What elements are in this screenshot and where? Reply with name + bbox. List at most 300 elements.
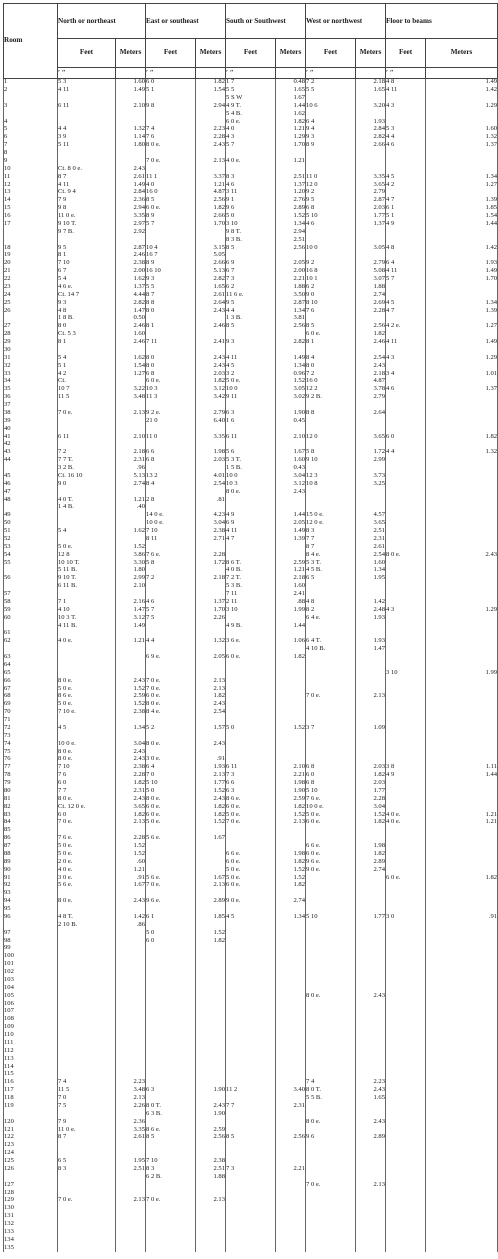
north-meters: [116, 512, 146, 520]
floor-feet: [386, 1189, 426, 1197]
east-feet: 8 0: [146, 362, 196, 370]
east-meters: 2.26: [196, 614, 226, 622]
north-meters: 1.42: [116, 913, 146, 921]
floor-meters: 1.70: [426, 275, 498, 283]
floor-to-beams-header: Floor to beams: [386, 4, 498, 39]
table-row: [4, 913, 498, 921]
room-number: 45: [4, 472, 58, 480]
floor-meters: [426, 882, 498, 890]
west-meters: 2.79: [356, 260, 386, 268]
south-meters: [276, 346, 306, 354]
floor-meters: [426, 480, 498, 488]
floor-feet: 4 9: [386, 220, 426, 228]
north-feet: 6 11 B.: [58, 583, 116, 591]
west-meters: 3.78: [356, 386, 386, 394]
south-meters: [276, 740, 306, 748]
east-meters: 2.71: [196, 535, 226, 543]
table-row: [4, 354, 498, 362]
west-feet: 6 2: [306, 283, 356, 291]
floor-meters: 1.39: [426, 197, 498, 205]
east-meters: [196, 165, 226, 173]
west-meters: 2.13: [356, 1181, 386, 1189]
south-feet: [226, 677, 276, 685]
floor-feet: 4 3: [386, 102, 426, 110]
east-meters: 5.05: [196, 252, 226, 260]
room-number: 131: [4, 1213, 58, 1221]
table-row: [4, 1039, 498, 1047]
north-meters: 2.38: [116, 709, 146, 717]
floor-feet: 4 2 e.: [386, 323, 426, 331]
room-number: 121: [4, 1126, 58, 1134]
east-meters: 2.18: [196, 575, 226, 583]
east-meters: [196, 669, 226, 677]
floor-meters: [426, 803, 498, 811]
floor-feet: [386, 724, 426, 732]
south-meters: [276, 1189, 306, 1197]
north-meters: 1.32: [116, 126, 146, 134]
west-meters: [356, 984, 386, 992]
north-meters: 2.38: [116, 260, 146, 268]
west-feet: 9 6: [306, 1134, 356, 1142]
floor-meters: 1.34: [426, 299, 498, 307]
table-row: [4, 567, 498, 575]
floor-meters: [426, 842, 498, 850]
west-meters: [356, 583, 386, 591]
west-meters: [356, 1031, 386, 1039]
room-number: [4, 228, 58, 236]
east-feet: [146, 228, 196, 236]
north-feet: 9 8: [58, 205, 116, 213]
south-feet: 6 2: [226, 283, 276, 291]
south-meters: 3.02: [276, 394, 306, 402]
east-feet: [146, 583, 196, 591]
west-feet: 7 6: [306, 307, 356, 315]
south-feet: 6 0 e.: [226, 803, 276, 811]
east-meters: [196, 1063, 226, 1071]
north-feet: [58, 1173, 116, 1181]
room-number: 27: [4, 323, 58, 331]
west-feet: 4 10 B.: [306, 646, 356, 654]
west-meters: 1.77: [356, 787, 386, 795]
west-feet: 12 0: [306, 181, 356, 189]
floor-meters: [426, 638, 498, 646]
room-number: 97: [4, 929, 58, 937]
north-meters: 1.54: [116, 362, 146, 370]
floor-feet: [386, 394, 426, 402]
south-feet: 4 5: [226, 913, 276, 921]
room-number: 59: [4, 606, 58, 614]
west-feet: 5 10: [306, 787, 356, 795]
east-feet: 6 0: [146, 79, 196, 87]
south-meters: 1.52: [276, 724, 306, 732]
floor-meters: [426, 661, 498, 669]
north-feet: 1 4 B.: [58, 504, 116, 512]
east-feet: 8 0: [146, 307, 196, 315]
floor-meters: [426, 1142, 498, 1150]
table-row: [4, 449, 498, 457]
room-number: 64: [4, 661, 58, 669]
north-meters: [116, 961, 146, 969]
unit-marks: ′ ″: [386, 68, 426, 79]
room-number: 127: [4, 1181, 58, 1189]
west-feet: 5 0 e.: [306, 811, 356, 819]
floor-meters: [426, 394, 498, 402]
table-row: [4, 331, 498, 339]
north-feet: [58, 1205, 116, 1213]
east-feet: 8 9: [146, 260, 196, 268]
room-number: 38: [4, 409, 58, 417]
east-feet: [146, 1071, 196, 1079]
east-meters: 2.51: [196, 1165, 226, 1173]
west-feet: [306, 1008, 356, 1016]
room-number: 114: [4, 1063, 58, 1071]
south-feet: 6 9: [226, 260, 276, 268]
south-meters: 2.87: [276, 299, 306, 307]
west-feet: 5 10: [306, 913, 356, 921]
south-feet: [226, 693, 276, 701]
table-body: [4, 79, 498, 1252]
floor-meters: [426, 921, 498, 929]
north-meters: [116, 953, 146, 961]
table-row: [4, 378, 498, 386]
west-feet: 4 6: [306, 220, 356, 228]
west-feet: 4 5 B.: [306, 567, 356, 575]
south-meters: 3.12: [276, 480, 306, 488]
east-meters: 2.61: [196, 291, 226, 299]
floor-feet: 4 2: [386, 181, 426, 189]
west-meters: 1.72: [356, 449, 386, 457]
south-feet: [226, 1008, 276, 1016]
south-feet: 9 0 e.: [226, 898, 276, 906]
south-meters: 1.34: [276, 220, 306, 228]
table-row: [4, 1165, 498, 1173]
south-feet: 4 9 T.: [226, 102, 276, 110]
south-meters: 1.44: [276, 622, 306, 630]
west-meters: 1.98: [356, 842, 386, 850]
north-feet: 1 8 B.: [58, 315, 116, 323]
floor-feet: [386, 1134, 426, 1142]
east-feet: 8 0: [146, 354, 196, 362]
floor-feet: [386, 740, 426, 748]
north-feet: 5 0 e.: [58, 701, 116, 709]
east-meters: [196, 583, 226, 591]
west-feet: 9 0: [306, 291, 356, 299]
floor-feet: [386, 401, 426, 409]
west-meters: [356, 236, 386, 244]
north-feet: 7 7: [58, 787, 116, 795]
room-number: 125: [4, 1157, 58, 1165]
room-number: 22: [4, 275, 58, 283]
north-feet: 6 11: [58, 102, 116, 110]
floor-meters: 1.29: [426, 354, 498, 362]
south-meters: [276, 968, 306, 976]
west-feet: [306, 1220, 356, 1228]
south-meters: 2.05: [276, 520, 306, 528]
north-meters: 2.10: [116, 102, 146, 110]
south-feet: 9 5: [226, 299, 276, 307]
table-row: [4, 614, 498, 622]
room-number: [4, 1110, 58, 1118]
east-meters: 1.52: [196, 787, 226, 795]
west-feet: [306, 1031, 356, 1039]
room-number: 37: [4, 401, 58, 409]
north-meters: .96: [116, 464, 146, 472]
south-meters: 2.51: [276, 173, 306, 181]
west-meters: 2.23: [356, 1079, 386, 1087]
table-row: [4, 299, 498, 307]
west-meters: [356, 1150, 386, 1158]
south-feet: [226, 685, 276, 693]
south-meters: 1.90: [276, 409, 306, 417]
east-meters: 1.82: [196, 378, 226, 386]
east-meters: [196, 1118, 226, 1126]
west-meters: [356, 961, 386, 969]
east-meters: 2.13: [196, 772, 226, 780]
west-feet: 8 2: [306, 606, 356, 614]
room-number: [4, 1173, 58, 1181]
floor-meters: [426, 1031, 498, 1039]
south-meters: [276, 835, 306, 843]
west-feet: [306, 890, 356, 898]
east-feet: [146, 488, 196, 496]
north-feet: [58, 937, 116, 945]
floor-meters: [426, 1197, 498, 1205]
north-feet: Ct. 8 0 e.: [58, 165, 116, 173]
floor-feet: [386, 1031, 426, 1039]
south-meters: [276, 1008, 306, 1016]
room-dimensions-table: [3, 3, 498, 1252]
south-feet: 6 11: [226, 764, 276, 772]
west-feet: 10 6: [306, 102, 356, 110]
floor-feet: [386, 1142, 426, 1150]
west-meters: 1.47: [356, 646, 386, 654]
south-meters: 1.39: [276, 535, 306, 543]
floor-meters: [426, 787, 498, 795]
south-feet: 8 6 e.: [226, 795, 276, 803]
west-meters: 2.03: [356, 779, 386, 787]
east-meters: [196, 1024, 226, 1032]
room-number: [4, 567, 58, 575]
east-feet: 8 1: [146, 323, 196, 331]
north-meters: .91: [116, 874, 146, 882]
floor-meters: [426, 1016, 498, 1024]
west-meters: 2.87: [356, 197, 386, 205]
east-meters: 1.82: [196, 803, 226, 811]
room-number: 12: [4, 181, 58, 189]
east-meters: 1.57: [196, 724, 226, 732]
room-number: 48: [4, 496, 58, 504]
west-meters: 4.87: [356, 378, 386, 386]
floor-feet: [386, 677, 426, 685]
room-number: 36: [4, 394, 58, 402]
east-meters: 3.42: [196, 394, 226, 402]
north-meters: [116, 417, 146, 425]
west-feet: [306, 898, 356, 906]
west-feet: 7 7: [306, 535, 356, 543]
floor-feet: 4 8: [386, 79, 426, 87]
north-meters: 2.99: [116, 575, 146, 583]
east-meters: [196, 543, 226, 551]
east-feet: [146, 858, 196, 866]
north-meters: [116, 110, 146, 118]
east-meters: 2.46: [196, 323, 226, 331]
south-feet: [226, 1244, 276, 1252]
south-feet: 5 0 e.: [226, 866, 276, 874]
table-row: [4, 1024, 498, 1032]
north-meters: 1.52: [116, 543, 146, 551]
south-meters: 2.89: [276, 205, 306, 213]
floor-feet: [386, 1165, 426, 1173]
west-meters: 2.99: [356, 457, 386, 465]
north-meters: 2.38: [116, 764, 146, 772]
west-meters: [356, 488, 386, 496]
south-feet: [226, 1205, 276, 1213]
north-feet: 11 5: [58, 1087, 116, 1095]
west-meters: 1.42: [356, 598, 386, 606]
north-feet: Ct. 14 7: [58, 291, 116, 299]
floor-meters: 1.01: [426, 370, 498, 378]
south-meters: 1.49: [276, 354, 306, 362]
south-feet: [226, 1000, 276, 1008]
table-row: [4, 472, 498, 480]
east-meters: 2.28: [196, 551, 226, 559]
west-feet: [306, 709, 356, 717]
room-number: 1: [4, 79, 58, 87]
floor-feet: [386, 842, 426, 850]
table-row: [4, 551, 498, 559]
east-feet: 8 11: [146, 535, 196, 543]
north-feet: [58, 535, 116, 543]
north-feet: 4 8 T.: [58, 913, 116, 921]
east-feet: 5 0 e.: [146, 819, 196, 827]
east-feet: 16 10: [146, 268, 196, 276]
north-feet: 8 3: [58, 1165, 116, 1173]
south-meters: 1.98: [276, 850, 306, 858]
floor-meters: 1.49: [426, 268, 498, 276]
west-meters: [356, 1102, 386, 1110]
floor-meters: [426, 748, 498, 756]
floor-feet: 4 5: [386, 173, 426, 181]
room-number: 10: [4, 165, 58, 173]
west-feet: 11 0: [306, 173, 356, 181]
west-feet: [306, 1047, 356, 1055]
south-meters: [276, 1236, 306, 1244]
west-meters: 2.43: [356, 992, 386, 1000]
west-meters: [356, 228, 386, 236]
west-feet: [306, 748, 356, 756]
east-feet: 10 3: [146, 386, 196, 394]
floor-feet: [386, 464, 426, 472]
floor-meters: [426, 953, 498, 961]
north-meters: 2.43: [116, 165, 146, 173]
north-meters: 1.60: [116, 79, 146, 87]
table-row: [4, 181, 498, 189]
east-feet: 6 9 e.: [146, 653, 196, 661]
south-feet: 1 7: [226, 79, 276, 87]
room-number: 18: [4, 244, 58, 252]
south-feet: [226, 1173, 276, 1181]
west-feet: [306, 732, 356, 740]
east-feet: [146, 1055, 196, 1063]
east-meters: [196, 953, 226, 961]
east-feet: [146, 110, 196, 118]
east-meters: 2.56: [196, 1134, 226, 1142]
east-meters: 1.88: [196, 1173, 226, 1181]
room-number: [4, 622, 58, 630]
south-meters: [276, 945, 306, 953]
north-feet: [58, 1000, 116, 1008]
east-meters: [196, 1181, 226, 1189]
north-meters: 2.46: [116, 323, 146, 331]
north-meters: 2.16: [116, 598, 146, 606]
east-meters: 1.67: [196, 874, 226, 882]
south-feet: 9 11: [226, 394, 276, 402]
south-feet: [226, 992, 276, 1000]
north-feet: 7 7 T.: [58, 457, 116, 465]
north-feet: [58, 1110, 116, 1118]
west-meters: [356, 622, 386, 630]
floor-feet: [386, 795, 426, 803]
table-row: [4, 811, 498, 819]
south-feet: [226, 496, 276, 504]
east-meters: 2.54: [196, 709, 226, 717]
east-feet: 9 2 e.: [146, 409, 196, 417]
north-feet: 3 0 e.: [58, 874, 116, 882]
floor-meters: .91: [426, 913, 498, 921]
east-meters: 6.40: [196, 417, 226, 425]
east-meters: 2.66: [196, 212, 226, 220]
table-row: [4, 1126, 498, 1134]
floor-feet: [386, 362, 426, 370]
west-feet: [306, 661, 356, 669]
south-feet: 8 5: [226, 244, 276, 252]
west-meters: 3.73: [356, 472, 386, 480]
east-feet: [146, 425, 196, 433]
table-row: [4, 1047, 498, 1055]
floor-meters: [426, 464, 498, 472]
table-row: [4, 1055, 498, 1063]
east-meters: 2.13: [196, 685, 226, 693]
north-meters: [116, 1047, 146, 1055]
south-feet: [226, 1071, 276, 1079]
south-meters: 1.52: [276, 811, 306, 819]
room-number: 83: [4, 811, 58, 819]
east-southeast-header: East or southeast: [146, 4, 226, 39]
west-meters: 1.37: [356, 220, 386, 228]
table-row: [4, 126, 498, 134]
east-meters: 2.05: [196, 653, 226, 661]
north-feet: 7 4: [58, 1079, 116, 1087]
table-row: [4, 1134, 498, 1142]
south-feet: 3 10: [226, 220, 276, 228]
west-meters: 3.05: [356, 244, 386, 252]
table-row: [4, 1205, 498, 1213]
west-meters: 1.82: [356, 772, 386, 780]
south-meters: 1.52: [276, 866, 306, 874]
north-meters: 3.65: [116, 803, 146, 811]
north-feet: 7 0 e.: [58, 1197, 116, 1205]
west-feet: [306, 961, 356, 969]
east-feet: [146, 346, 196, 354]
east-feet: [146, 1228, 196, 1236]
west-feet: 9 10: [306, 457, 356, 465]
north-feet: 8 0 e.: [58, 898, 116, 906]
north-meters: 1.52: [116, 701, 146, 709]
north-feet: 5 0 e.: [58, 543, 116, 551]
west-feet: [306, 1197, 356, 1205]
room-number: 68: [4, 693, 58, 701]
south-meters: [276, 1197, 306, 1205]
